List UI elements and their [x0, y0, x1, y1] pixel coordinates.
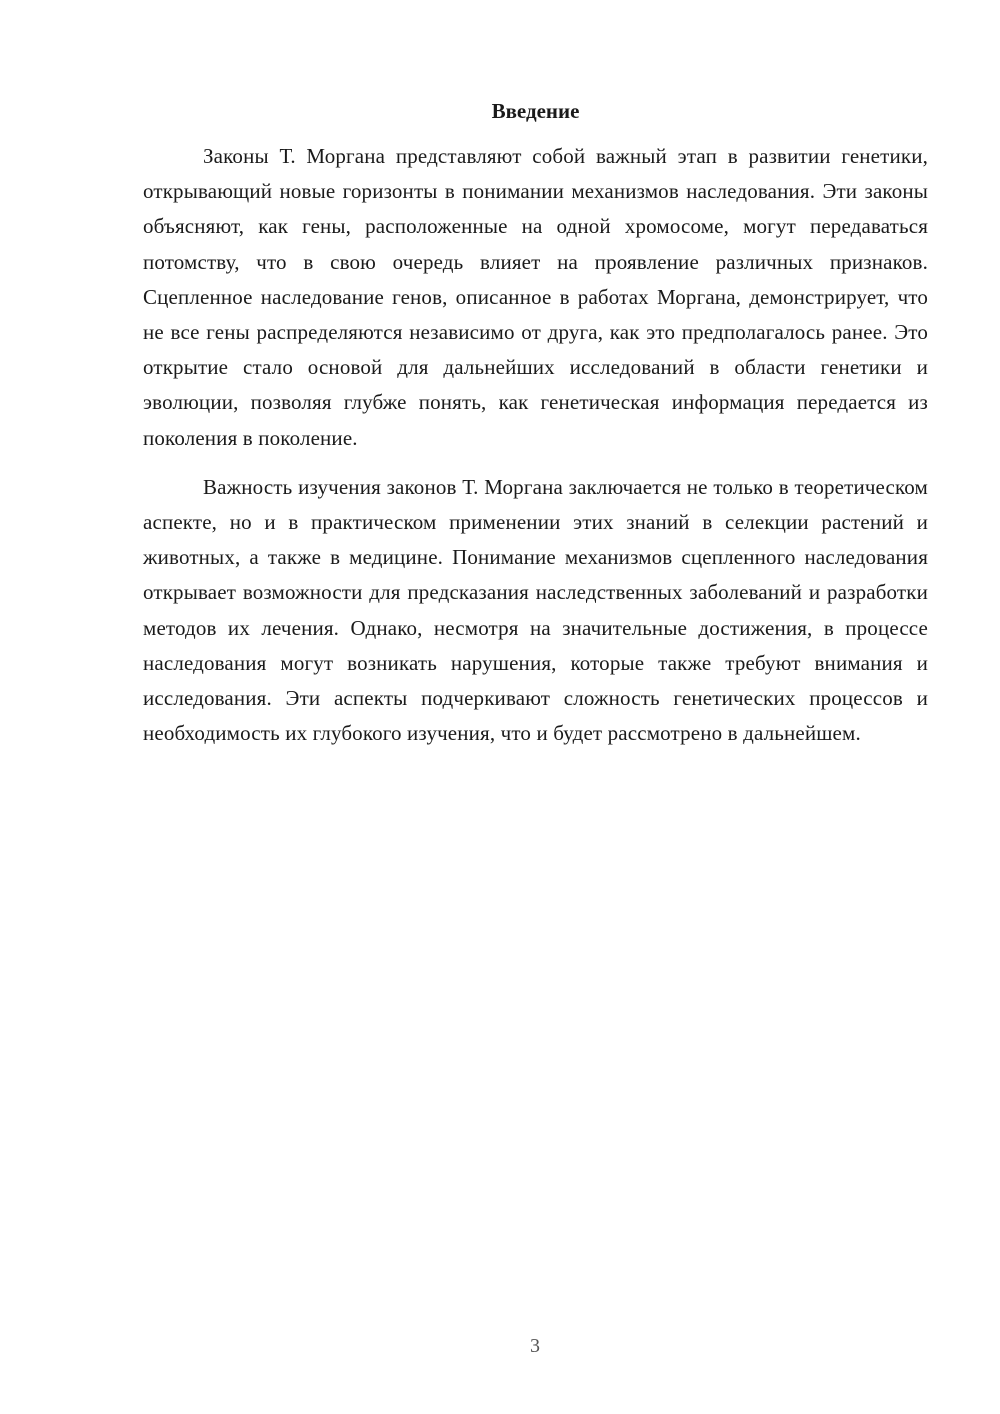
paragraph: Законы Т. Моргана представляют собой важный этап в развитии генетики, открывающий новые горизонты в понимании механизмов наследования. Эти законы объясняют, как гены, расположенные на одной хромосоме, могут передаваться потомству, что в свою очередь влияет на проявление различных признаков. Сцепленное наследование генов, описанное в работах Моргана, демонстрирует, что не все гены распределяются независимо от друга, как это предполагалось ранее. Это открытие стало основой для дальнейших исследований в области генетики и эволюции, позволяя глубже понять, как генетическая информация передается из поколения в поколение. — [143, 144, 928, 450]
paragraph: Важность изучения законов Т. Моргана заключается не только в теоретическом аспекте, но и в практическом применении этих знаний в селекции растений и животных, а также в медицине. Понимание механизмов сцепленного наследования открывает возможности для предсказания наследственных заболеваний и разработки методов их лечения. Однако, несмотря на значительные достижения, в процессе наследования могут возникать нарушения, которые также требуют внимания и исследования. Эти аспекты подчеркивают сложность генетических процессов и необходимость их глубокого изучения, что и будет рассмотрено в дальнейшем. — [143, 474, 928, 746]
section-title: Введение — [491, 99, 580, 123]
page-content — [143, 96, 928, 765]
page-number: 3 — [530, 1335, 540, 1357]
